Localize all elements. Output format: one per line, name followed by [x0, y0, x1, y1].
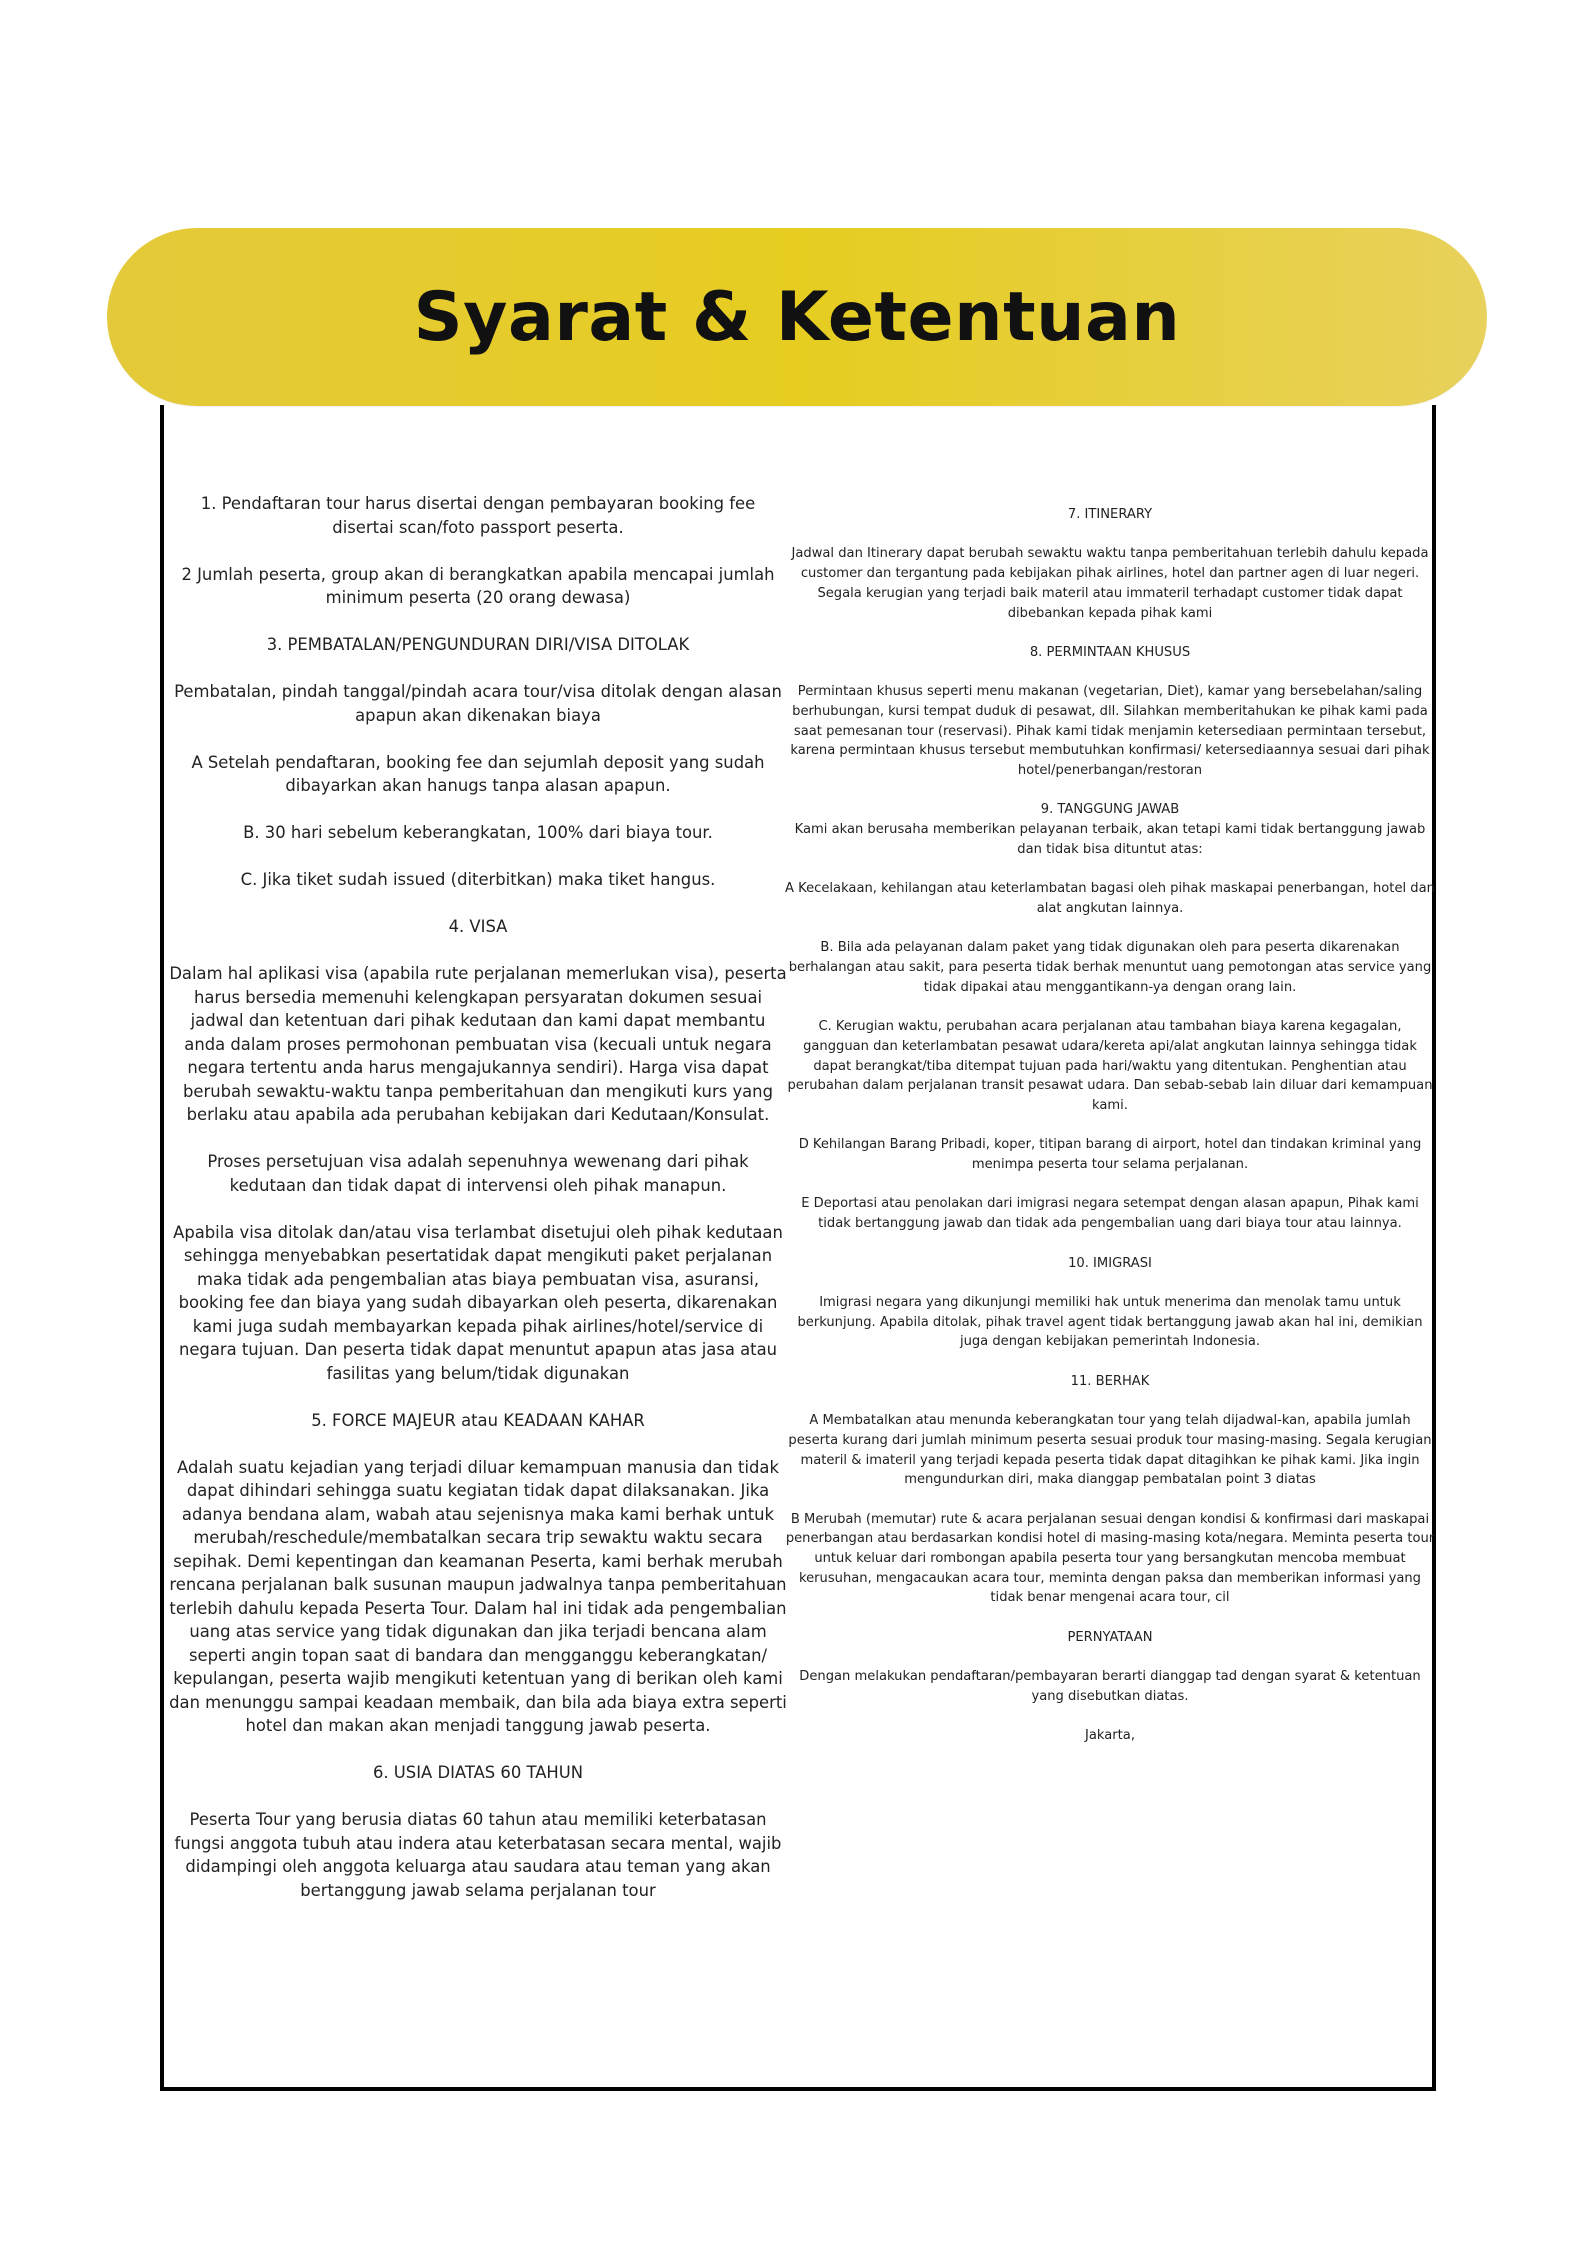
right-paragraph: Dengan melakukan pendaftaran/pembayaran berarti dianggap tad dengan syarat & ketentuan yang disebutkan diatas. [799, 1669, 1421, 1704]
left-paragraph: 2 Jumlah peserta, group akan di berangkatkan apabila mencapai jumlah minimum peserta (20 orang dewasa) [181, 564, 775, 607]
left-paragraph: 1. Pendaftaran tour harus disertai dengan pembayaran booking fee disertai scan/foto passport peserta. [200, 494, 756, 537]
right-paragraph: A Membatalkan atau menunda keberangkatan tour yang telah dijadwal-kan, apabila jumlah peserta kurang dari jumlah minimum peserta sesuai produk tour masing-masing. Segala kerugian materil & imateril yang terjadi kepada peserta tidak dapat ditagihkan ke pihak kami. Jika ingin mengundurkan diri, maka dianggap pembatalan point 3 diatas [788, 1413, 1432, 1488]
left-paragraph: C. Jika tiket sudah issued (diterbitkan) maka tiket hangus. [240, 870, 716, 889]
left-paragraph: Peserta Tour yang berusia diatas 60 tahun atau memiliki keterbatasan fungsi anggota tubuh atau indera atau keterbatasan secara mental, wajib didampingi oleh anggota keluarga atau saudara atau teman yang akan bertanggung jawab selama perjalanan tour [174, 1810, 782, 1900]
section-heading: 6. USIA DIATAS 60 TAHUN [372, 1763, 584, 1782]
section-heading: 9. TANGGUNG JAWAB [1040, 802, 1180, 818]
signature-place: Jakarta, [1085, 1728, 1135, 1744]
section-heading: 7. ITINERARY [1067, 507, 1153, 522]
title-banner [107, 228, 1487, 406]
left-paragraph: Apabila visa ditolak dan/atau visa terlambat disetujui oleh pihak kedutaan sehingga menyebabkan pesertatidak dapat mengikuti paket perjalanan maka tidak ada pengembalian atas biaya pembuatan visa, asuransi, booking fee dan biaya yang sudah dibayarkan oleh peserta, dikarenakan kami juga sudah membayarkan kepada pihak airlines/hotel/service di negara tujuan. Dan peserta tidak dapat menuntut apapun atas jasa atau fasilitas yang belum/tidak digunakan [173, 1222, 783, 1383]
right-paragraph: Jadwal dan Itinerary dapat berubah sewaktu waktu tanpa pemberitahuan terlebih dahulu kepada customer dan tergantung pada kebijakan pihak airlines, hotel dan partner agen di luar negeri. Segala kerugian yang terjadi baik materil atau immateril terhadapt customer tidak dapat dibebankan kepada pihak kami [791, 546, 1429, 621]
right-paragraph: C. Kerugian waktu, perubahan acara perjalanan atau tambahan biaya karena kegagalan, gangguan dan keterlambatan pesawat udara/kereta api/alat angkutan lainnya sehingga tidak dapat berangkat/tiba ditempat tujuan pada hari/waktu yang ditentukan. Penghentian atau perubahan dalam perjalanan transit pesawat udara. Dan sebab-sebab lain diluar dari kemampuan kami. [787, 1019, 1433, 1113]
left-paragraph: A Setelah pendaftaran, booking fee dan sejumlah deposit yang sudah dibayarkan akan hanugs tanpa alasan apapun. [191, 752, 765, 795]
section-heading: 10. IMIGRASI [1068, 1255, 1152, 1271]
right-paragraph: B. Bila ada pelayanan dalam paket yang tidak digunakan oleh para peserta dikarenakan berhalangan atau sakit, para peserta tidak berhak menuntut uang pemotongan atas service yang tidak dipakai atau menggantikann-ya dengan orang lain. [788, 940, 1432, 995]
left-paragraph: Dalam hal aplikasi visa (apabila rute perjalanan memerlukan visa), peserta harus bersedia memenuhi kelengkapan persyaratan dokumen sesuai jadwal dan ketentuan dari pihak kedutaan dan kami dapat membantu anda dalam proses permohonan pembuatan visa (kecuali untuk negara negara tertentu anda harus mengajukannya sendiri). Harga visa dapat berubah sewaktu-waktu tanpa pemberitahuan dan mengikuti kurs yang berlaku atau apabila ada perubahan kebijakan dari Kedutaan/Konsulat. [169, 964, 787, 1124]
section-heading: 8. PERMINTAAN KHUSUS [1029, 644, 1191, 660]
section-heading: 3. PEMBATALAN/PENGUNDURAN DIRI/VISA DITOLAK [266, 635, 690, 654]
left-paragraph: Pembatalan, pindah tanggal/pindah acara tour/visa ditolak dengan alasan apapun akan dikenakan biaya [174, 682, 782, 725]
section-heading: PERNYATAAN [1067, 1629, 1153, 1645]
right-paragraph: B Merubah (memutar) rute & acara perjalanan sesuai dengan kondisi & konfirmasi dari maskapai penerbangan atau berdasarkan kondisi hotel di masing-masing kota/negara. Meminta peserta tour untuk keluar dari rombongan apabila peserta tour yang bersangkutan mencoba membuat kerusuhan, mengacaukan acara tour, meminta dengan paksa dan memberikan informasi yang tidak benar mengenai acara tour, cil [785, 1511, 1435, 1606]
right-paragraph: A Kecelakaan, kehilangan atau keterlambatan bagasi oleh pihak maskapai penerbangan, hotel dan alat angkutan lainnya. [785, 881, 1435, 916]
left-paragraph: B. 30 hari sebelum keberangkatan, 100% dari biaya tour. [243, 823, 713, 842]
section-heading: 4. VISA [448, 917, 508, 936]
right-paragraph: Imigrasi negara yang dikunjungi memiliki hak untuk menerima dan menolak tamu untuk berkunjung. Apabila ditolak, pihak travel agent tidak bertanggung jawab akan hal ini, demikian juga dengan kebijakan pemerintah Indonesia. [797, 1294, 1423, 1350]
right-paragraph: D Kehilangan Barang Pribadi, koper, titipan barang di airport, hotel dan tindakan kriminal yang menimpa peserta tour selama perjalanan. [798, 1137, 1422, 1173]
right-paragraph: Kami akan berusaha memberikan pelayanan terbaik, akan tetapi kami tidak bertanggung jawab dan tidak bisa dituntut atas: [794, 822, 1426, 857]
section-heading: 11. BERHAK [1070, 1373, 1150, 1389]
left-paragraph: Adalah suatu kejadian yang terjadi diluar kemampuan manusia dan tidak dapat dihindari sehingga suatu kegiatan tidak dapat dilaksanakan. Jika adanya bendana alam, wabah atau sejenisnya maka kami berhak untuk merubah/reschedule/membatalkan secara trip sewaktu waktu secara sepihak. Demi kepentingan dan keamanan Peserta, kami berhak merubah rencana perjalanan balk susunan maupun jadwalnya tanpa pemberitahuan terlebih dahulu kepada Peserta Tour. Dalam hal ini tidak ada pengembalian uang atas service yang tidak digunakan dan jika terjadi bencana alam seperti angin topan saat di bandara dan mengganggu keberangkatan/ kepulangan, peserta wajib mengikuti ketentuan yang di berikan oleh kami dan menunggu sampai keadaan membaik, dan bila ada biaya extra seperti hotel dan makan akan menjadi tanggung jawab peserta. [169, 1457, 787, 1735]
left-paragraph: Proses persetujuan visa adalah sepenuhnya wewenang dari pihak kedutaan dan tidak dapat di intervensi oleh pihak manapun. [207, 1152, 749, 1195]
section-heading: 5. FORCE MAJEUR atau KEADAAN KAHAR [311, 1410, 645, 1430]
left-column [168, 492, 788, 1926]
right-column [784, 505, 1436, 1766]
right-paragraph: E Deportasi atau penolakan dari imigrasi negara setempat dengan alasan apapun, Pihak kami tidak bertanggung jawab dan tidak ada pengembalian uang dari biaya tour atau lainnya. [801, 1196, 1419, 1232]
right-paragraph: Permintaan khusus seperti menu makanan (vegetarian, Diet), kamar yang bersebelahan/saling berhubungan, kursi tempat duduk di pesawat, dll. Silahkan memberitahukan ke pihak kami pada saat pemesanan tour (reservasi). Pihak kami tidak menjamin ketersediaan permintaan tersebut, karena permintaan khusus tersebut membutuhkan konfirmasi/ ketersediaannya sesuai dari pihak hotel/penerbangan/restoran [790, 684, 1430, 779]
page-title: Syarat & Ketentuan [413, 277, 1181, 357]
